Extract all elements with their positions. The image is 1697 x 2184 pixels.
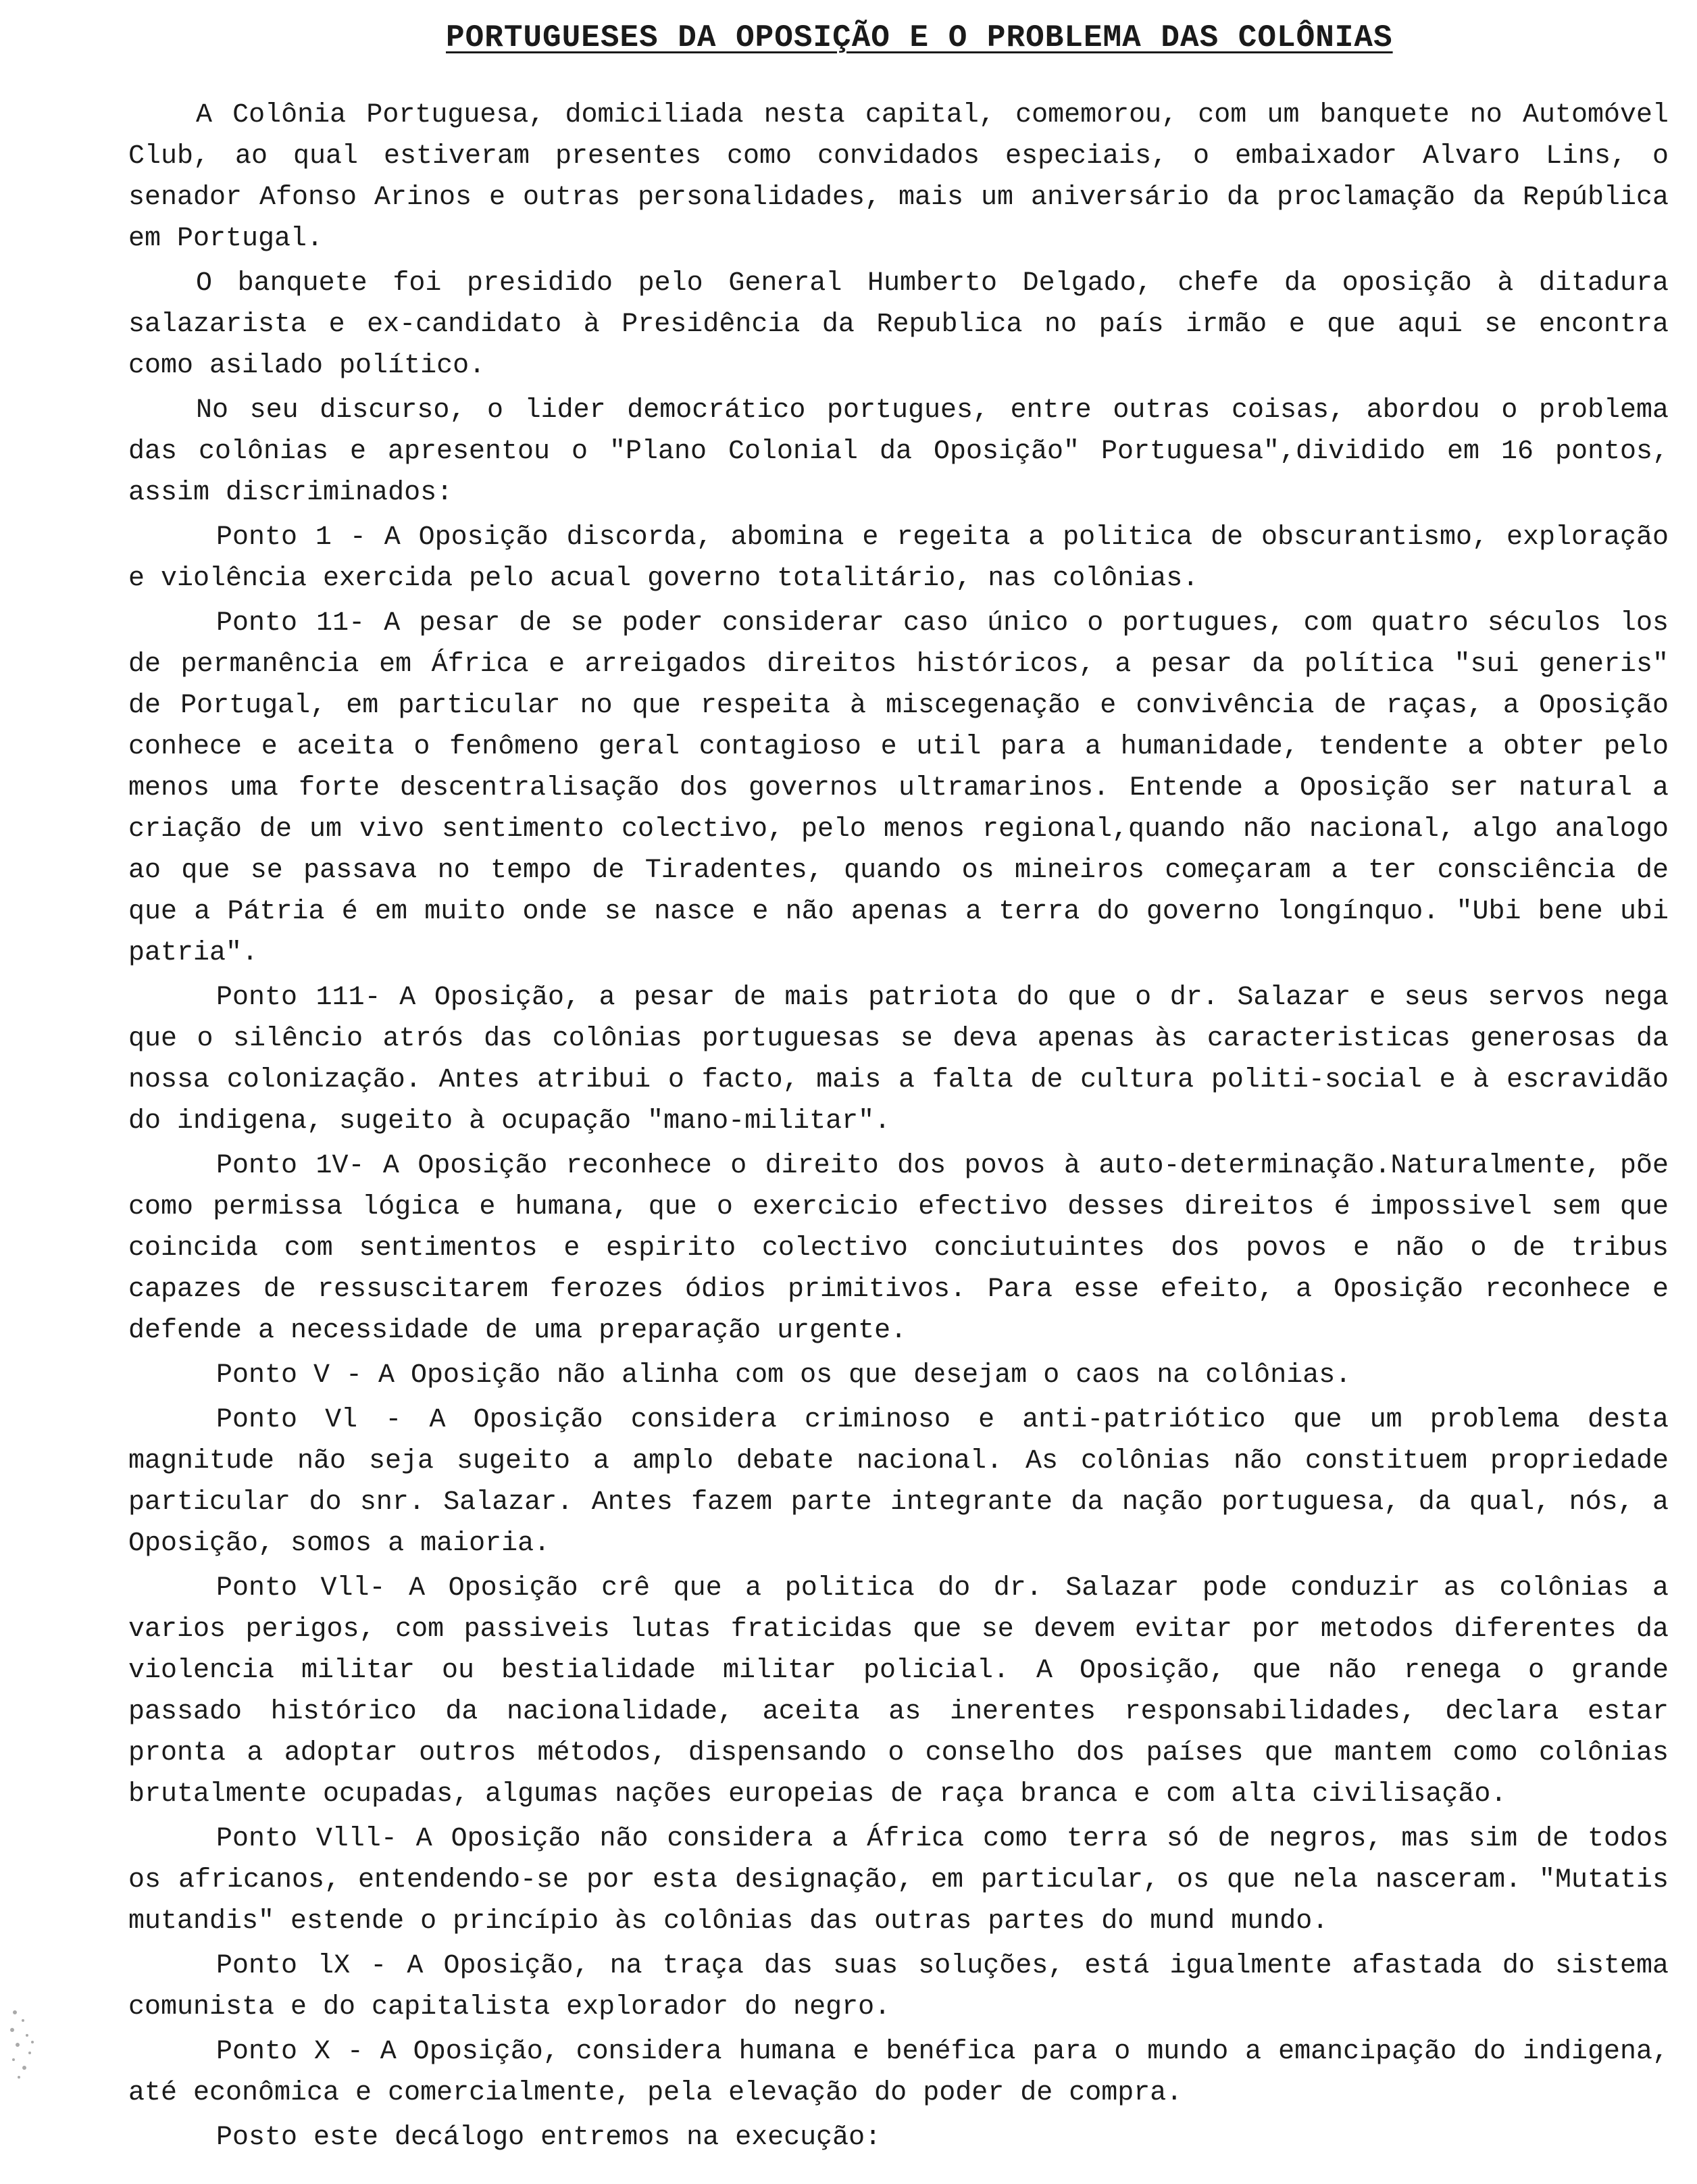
paragraph-ponto-9: Ponto lX - A Oposição, na traça das suas soluções, está igualmente afastada do sistema comunista e do capitalista explorador do negro. — [128, 1951, 1669, 2022]
paragraph-intro: A Colônia Portuguesa, domiciliada nesta capital, comemorou, com um banquete no Automóvel Club, ao qual estiveram presentes como convidados especiais, o embaixador Alvaro Lins, o senador Afonso Arinos e outras personalidades, mais um aniversário da proclamação da República em Portugal. — [128, 100, 1669, 254]
paragraph-speech: No seu discurso, o lider democrático portugues, entre outras coisas, abordou o problema das colônias e apresentou o "Plano Colonial da Oposição" Portuguesa",dividido em 16 pontos, assim discriminados: — [128, 395, 1669, 508]
paragraph-banquet: O banquete foi presidido pelo General Humberto Delgado, chefe da oposição à ditadura salazarista e ex-candidato à Presidência da Republica no país irmão e que aqui se encontra como asilado político. — [128, 268, 1669, 381]
paragraph-ponto-2: Ponto 11- A pesar de se poder considerar caso único o portugues, com quatro séculos los de permanência em África e arreigados direitos históricos, a pesar da política "sui generis" de Portugal, em particular no que respeita à miscegenação e convivência de raças, a Oposição conhece e aceita o fenômeno geral contagioso e util para a humanidade, tendente a obter pelo menos uma forte descentralisação dos governos ultramarinos. Entende a Oposição ser natural a criação de um vivo sentimento colectivo, pelo menos regional,quando não nacional, algo analogo ao que se passava no tempo de Tiradentes, quando os mineiros começaram a ter consciência de que a Pátria é em muito onde se nasce e não apenas a terra do governo longínquo. "Ubi bene ubi patria". — [128, 608, 1669, 968]
paragraph-ponto-1: Ponto 1 - A Oposição discorda, abomina e regeita a politica de obscurantismo, exploração e violência exercida pelo acual governo totalitário, nas colônias. — [128, 522, 1669, 594]
paragraph-ponto-7: Ponto Vll- A Oposição crê que a politica do dr. Salazar pode conduzir as colônias a varios perigos, com passiveis lutas fraticidas que se devem evitar por metodos diferentes da violencia militar ou bestialidade militar policial. A Oposição, que não renega o grande passado histórico da nacionalidade, aceita as inerentes responsabilidades, declara estar pronta a adoptar outros métodos, dispensando o conselho dos países que mantem como colônias brutalmente ocupadas, algumas nações europeias de raça branca e com alta civilisação. — [128, 1573, 1669, 1810]
paragraph-ponto-8: Ponto Vlll- A Oposição não considera a África como terra só de negros, mas sim de todos os africanos, entendendo-se por esta designação, em particular, os que nela nasceram. "Mutatis mutandis" estende o princípio às colônias das outras partes do mund mundo. — [128, 1824, 1669, 1937]
paragraph-ponto-3: Ponto 111- A Oposição, a pesar de mais patriota do que o dr. Salazar e seus servos nega que o silêncio atrós das colônias portuguesas se deva apenas às caracteristicas generosas da nossa colonização. Antes atribui o facto, mais a falta de cultura politi-social e à escravidão do indigena, sugeito à ocupação "mano-militar". — [128, 983, 1669, 1137]
paragraph-ponto-10: Ponto X - A Oposição, considera humana e benéfica para o mundo a emancipação do indigena, até econômica e comercialmente, pela elevação do poder de compra. — [128, 2037, 1669, 2108]
paragraph-ponto-4: Ponto 1V- A Oposição reconhece o direito dos povos à auto-determinação.Naturalmente, põe como permissa lógica e humana, que o exercicio efectivo desses direitos é impossivel sem que coincida com sentimentos e espirito colectivo conciutuintes dos povos e não o de tribus capazes de ressuscitarem ferozes ódios primitivos. Para esse efeito, a Oposição reconhece e defende a necessidade de uma preparação urgente. — [128, 1151, 1669, 1346]
paper-speck-mark — [0, 2000, 54, 2095]
paragraph-ponto-5: Ponto V - A Oposição não alinha com os que desejam o caos na colônias. — [216, 1360, 1352, 1391]
paragraph-ponto-6: Ponto Vl - A Oposição considera criminoso e anti-patriótico que um problema desta magnitude não seja sugeito a amplo debate nacional. As colônias não constituem propriedade particular do snr. Salazar. Antes fazem parte integrante da nação portuguesa, da qual, nós, a Oposição, somos a maioria. — [128, 1405, 1669, 1559]
document-body — [128, 95, 1669, 2162]
paragraph-closing: Posto este decálogo entremos na execução: — [216, 2123, 882, 2153]
document-title: PORTUGUESES DA OPOSIÇÃO E O PROBLEMA DAS COLÔNIAS — [446, 20, 1393, 55]
